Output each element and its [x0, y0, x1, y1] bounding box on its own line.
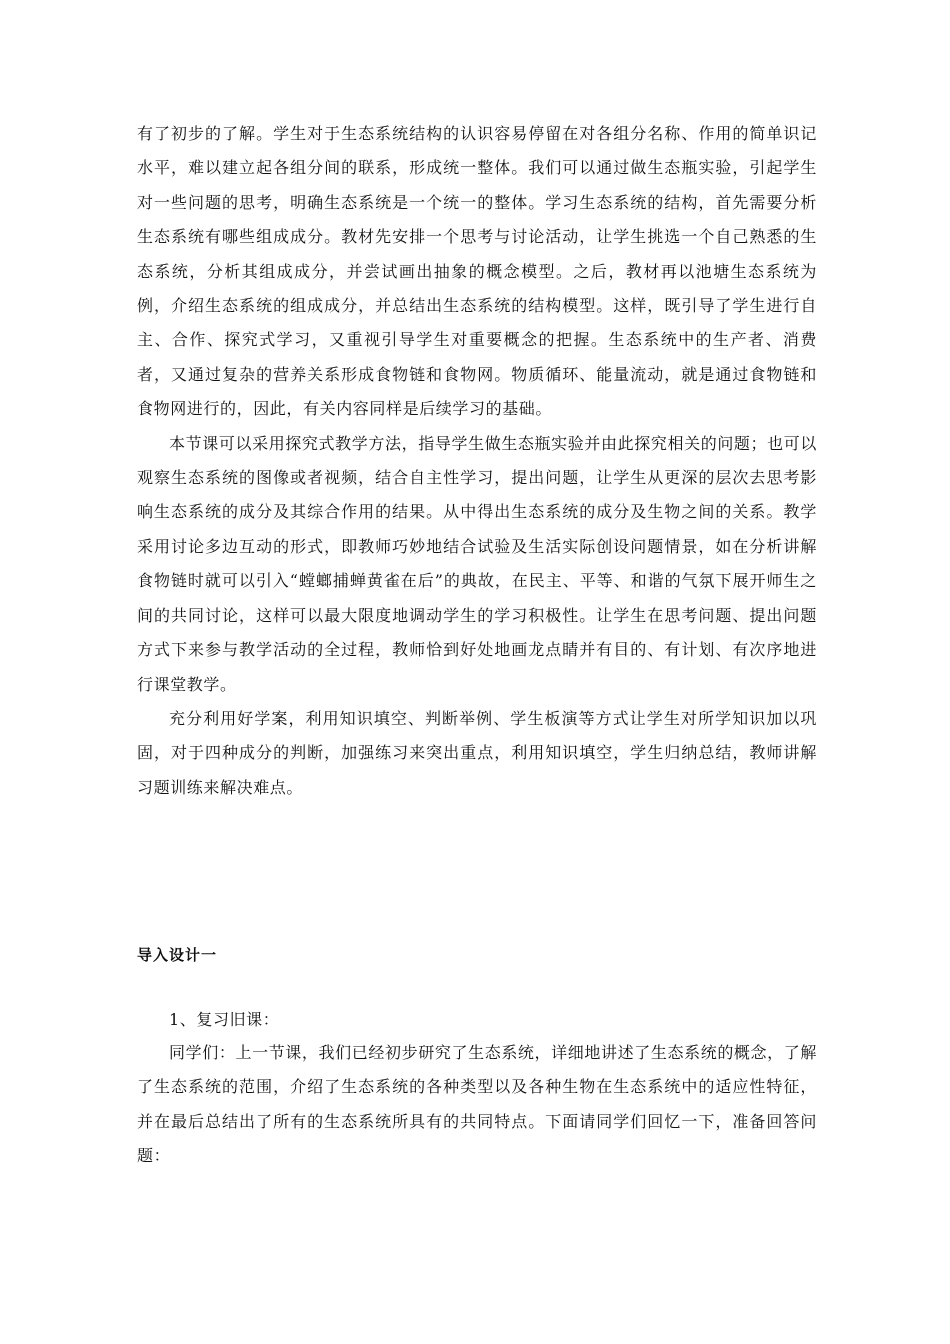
section-heading: 导入设计一: [137, 946, 218, 964]
intro-text-block: [137, 1036, 817, 1174]
paragraph-teaching-method: 本节课可以采用探究式教学方法，指导学生做生态瓶实验并由此探究相关的问题；也可以观察生态系统的图像或者视频，结合自主性学习，提出问题，让学生从更深的层次去思考影响生态系统的成分及其综合作用的结果。从中得出生态系统的成分及生物之间的关系。教学采用讨论多边互动的形式，即教师巧妙地结合试验及生活实际创设问题情景，如在分析讲解食物链时就可以引入“螳螂捕蝉黄雀在后”的典故，在民主、平等、和谐的气氛下展开师生之间的共同讨论，这样可以最大限度地调动学生的学习积极性。让学生在思考问题、提出问题方式下来参与教学活动的全过程，教师恰到好处地画龙点睛并有目的、有计划、有次序地进行课堂教学。: [137, 433, 817, 694]
body-text-block: [137, 117, 817, 805]
paragraph-review-intro: 同学们：上一节课，我们已经初步研究了生态系统，详细地讲述了生态系统的概念，了解了生态系统的范围，介绍了生态系统的各种类型以及各种生物在生态系统中的适应性特征，并在最后总结出了所有的生态系统所具有的共同特点。下面请同学们回忆一下，准备回答问题：: [137, 1043, 817, 1166]
paragraph-ecosystem-structure: 有了初步的了解。学生对于生态系统结构的认识容易停留在对各组分名称、作用的简单识记水平，难以建立起各组分间的联系，形成统一整体。我们可以通过做生态瓶实验，引起学生对一些问题的思考，明确生态系统是一个统一的整体。学习生态系统的结构，首先需要分析生态系统有哪些组成成分。教材先安排一个思考与讨论活动，让学生挑选一个自己熟悉的生态系统，分析其组成成分，并尝试画出抽象的概念模型。之后，教材再以池塘生态系统为例，介绍生态系统的组成成分，并总结出生态系统的结构模型。这样，既引导了学生进行自主、合作、探究式学习，又重视引导学生对重要概念的把握。生态系统中的生产者、消费者，又通过复杂的营养关系形成食物链和食物网。物质循环、能量流动，就是通过食物链和食物网进行的，因此，有关内容同样是后续学习的基础。: [137, 124, 817, 419]
paragraph-study-guide: 充分利用好学案，利用知识填空、判断举例、学生板演等方式让学生对所学知识加以巩固，对于四种成分的判断，加强练习来突出重点，利用知识填空，学生归纳总结，教师讲解习题训练来解决难点。: [137, 708, 817, 797]
list-item-review: 1、复习旧课：: [169, 1010, 280, 1029]
